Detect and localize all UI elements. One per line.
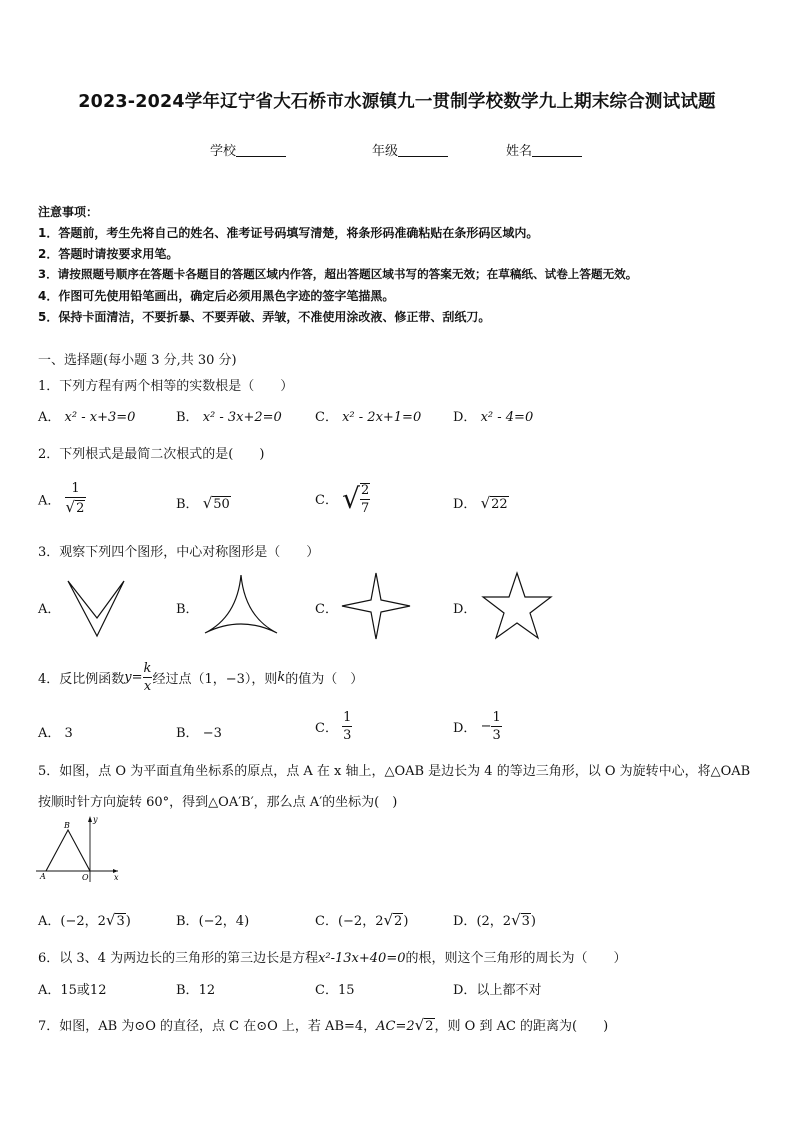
q1-option-d: D． x² - 4=0 — [453, 410, 534, 425]
q4-option-b: B． −3 — [176, 726, 222, 741]
question-4-stem: 4．反比例函数y= $\frac{k}{x}$ 经过点（1，−3），则k的值为（ ） — [38, 661, 364, 694]
q2-option-b: B． √50 — [176, 494, 230, 512]
q6-option-d: D．以上都不对 — [453, 983, 542, 998]
school-label: 学校 — [210, 144, 237, 159]
note-item: 4．作图可先使用铅笔画出，确定后必须用黑色字迹的签字笔描黑。 — [38, 289, 395, 303]
q3-shape-curved-triangle — [203, 573, 279, 637]
fig-label-y: y — [93, 815, 98, 824]
q3-label-d: D． — [453, 602, 477, 617]
question-5-line-1: 5．如图，点 O 为平面直角坐标系的原点，点 A 在 x 轴上，△OAB 是边长为 4 的等边三角形，以 O 为旋转中心，将△OAB — [38, 764, 751, 779]
grade-label: 年级 — [372, 144, 399, 159]
q4-option-d: D． − $\frac{1}{3}$ — [453, 710, 501, 743]
notes-heading: 注意事项： — [38, 205, 99, 219]
question-5-line-2: 按顺时针方向旋转 60°，得到△OA′B′，那么点 A′的坐标为( ) — [38, 795, 398, 810]
q3-shape-four-point-star — [340, 571, 412, 641]
note-item: 5．保持卡面清洁，不要折暴、不要弄破、弄皱，不准使用涂改液、修正带、刮纸刀。 — [38, 310, 491, 324]
q3-shape-v-arrow — [66, 578, 126, 640]
q5-option-a: A．(−2，2√3) — [38, 911, 131, 929]
q3-label-a: A． — [38, 602, 61, 617]
name-blank — [532, 144, 582, 157]
name-field — [506, 140, 582, 159]
q1-option-b: B． x² - 3x+2=0 — [176, 410, 282, 425]
q3-shape-five-point-star — [481, 571, 553, 641]
grade-field — [372, 140, 448, 159]
q4-option-c: C． $\frac{1}{3}$ — [315, 710, 352, 743]
question-2-stem: 2．下列根式是最简二次根式的是( ) — [38, 447, 265, 462]
q6-option-c: C．15 — [315, 983, 355, 998]
name-label: 姓名 — [506, 144, 533, 159]
q2-option-d: D． √22 — [453, 494, 508, 512]
fig-label-b: B — [64, 821, 70, 830]
fig-label-a: A — [40, 872, 46, 881]
question-3-stem: 3．观察下列四个图形，中心对称图形是（ ） — [38, 545, 320, 560]
q3-label-c: C． — [315, 602, 338, 617]
q2-option-c: C． √ $\frac{2}{7}$ — [315, 482, 370, 516]
question-6-stem: 6．以 3、4 为两边长的三角形的第三边长是方程x²-13x+40=0的根，则这个三角形的周长为（ ） — [38, 951, 627, 966]
q2-option-a: A． $\frac{1}{√2}$ — [38, 481, 85, 516]
school-field — [210, 140, 286, 159]
section-heading: 一、选择题(每小题 3 分,共 30 分) — [38, 353, 237, 368]
q5-option-c: C．(−2，2√2) — [315, 911, 409, 929]
q1-option-a: A． x² - x+3=0 — [38, 410, 136, 425]
question-7-stem: 7．如图，AB 为⊙O 的直径，点 C 在⊙O 上，若 AB=4，AC=2√2，则 O 到 AC 的距离为( ) — [38, 1016, 609, 1034]
q1-option-c: C． x² - 2x+1=0 — [315, 410, 422, 425]
q4-option-a: A． 3 — [38, 726, 73, 741]
grade-blank — [398, 144, 448, 157]
q5-option-d: D．(2，2√3) — [453, 911, 536, 929]
q6-option-b: B．12 — [176, 983, 216, 998]
q5-coordinate-figure — [36, 816, 124, 884]
note-item: 3．请按照题号顺序在答题卡各题目的答题区域内作答，超出答题区域书写的答案无效；在草稿纸、试卷上答题无效。 — [38, 267, 638, 281]
note-item: 2．答题时请按要求用笔。 — [38, 247, 179, 261]
fig-label-x: x — [114, 873, 119, 882]
question-1-stem: 1．下列方程有两个相等的实数根是（ ） — [38, 379, 294, 394]
fig-label-o: O — [82, 873, 89, 882]
q5-option-b: B．(−2，4) — [176, 914, 250, 929]
q3-label-b: B． — [176, 602, 199, 617]
school-blank — [236, 144, 286, 157]
note-item: 1．答题前，考生先将自己的姓名、准考证号码填写清楚，将条形码准确粘贴在条形码区域内。 — [38, 226, 539, 240]
q6-option-a: A．15或12 — [38, 983, 107, 998]
page-title: 2023-2024学年辽宁省大石桥市水源镇九一贯制学校数学九上期末综合测试试题 — [78, 92, 716, 112]
